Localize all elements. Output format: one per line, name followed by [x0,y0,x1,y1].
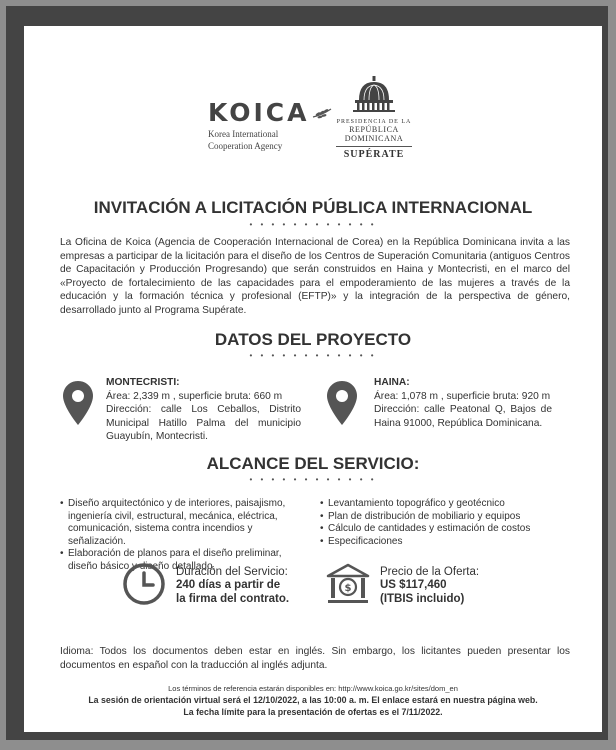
superate-text: SUPÉRATE [336,146,412,160]
haina-area: Área: 1,078 m , superficie bruta: 920 m [374,390,551,402]
list-item: • Diseño arquitectónico y de interiores, paisajismo, ingeniería civil, estructural, mecánica, eléctrica, comunicación, sistema contra incendios y señalización. [60,498,300,548]
map-pin-icon [62,380,94,426]
precio-value-1: US $117,460 [380,579,447,591]
montecristi-block [106,376,301,444]
haina-block [374,376,552,430]
dome-icon [351,76,397,112]
bank-icon [326,562,370,606]
duracion-value-1: 240 días a partir de [176,579,281,591]
duracion-label: Duración del Servicio: [176,566,288,578]
duracion-value-2: la firma del contrato. [176,592,290,605]
svg-text:$: $ [344,583,352,594]
footer-session: La sesión de orientación virtual será el 12/10/2022, a las 10:00 a. m. El enlace estará en nuestra página web. [88,695,538,705]
alcance-list-right [320,498,570,548]
datos-divider: • • • • • • • • • • • • [249,351,377,360]
alcance-heading: ALCANCE DEL SERVICIO: [206,454,420,473]
duracion-box [176,566,289,606]
precio-box [380,566,479,606]
map-pin-icon [326,380,358,426]
koica-subtitle-1: Korea International [208,129,279,139]
republica-text: REPÚBLICA DOMINICANA [344,125,404,143]
koica-subtitle-2: Cooperation Agency [208,141,283,151]
logo-header [24,76,602,160]
haina-address: Dirección: calle Peatonal Q, Bajos de Haina 91000, República Dominicana. [374,404,552,429]
datos-heading: DATOS DEL PROYECTO [214,330,412,349]
precio-label: Precio de la Oferta: [380,566,480,578]
title-divider: • • • • • • • • • • • • [249,220,377,229]
presidencia-text: PRESIDENCIA DE LA [336,119,412,125]
list-item: • Cálculo de cantidades y estimación de costos [320,523,570,536]
alcance-list-left [60,498,300,574]
document-page [24,26,602,732]
clock-icon [122,562,166,606]
koica-logo [208,98,332,151]
republica-dominicana-logo [324,76,424,160]
idioma-paragraph: Idioma: Todos los documentos deben estar en inglés. Sin embargo, los licitantes pueden presentar los documentos en español con la traducción al inglés adjunta. [60,646,570,671]
koica-wordmark: KOICA [208,98,310,127]
montecristi-name: MONTECRISTI: [106,377,180,388]
list-item: • Plan de distribución de mobiliario y equipos [320,511,570,524]
footer-deadline: La fecha límite para la presentación de ofertas es el 7/11/2022. [183,707,443,717]
alcance-divider: • • • • • • • • • • • • [249,475,377,484]
main-title: INVITACIÓN A LICITACIÓN PÚBLICA INTERNACIONAL [93,198,533,217]
montecristi-area: Área: 2,339 m , superficie bruta: 660 m [106,390,283,402]
intro-paragraph: La Oficina de Koica (Agencia de Cooperación Internacional de Corea) en la República Dominicana invita a las empresas a participar de la licitación para el diseño de los Centros de Superación Comunitaria (antiguos Centros de Capacitación y Producción Progresando) que serán construidos en Haina y Montecristi, en el marco del «Proyecto de fortalecimiento de las capacidades para el empoderamiento de las mujeres a través de la educación y la formación técnica y profesional (EFTP)» y la integración de la perspectiva de género, desarrollado junto al Programa Supérate. [60,237,570,316]
list-item: • Especificaciones [320,536,570,549]
haina-name: HAINA: [374,377,410,388]
montecristi-address: Dirección: calle Los Ceballos, Distrito Municipal Hatillo Palma del municipio Guayubín, Montecristi. [106,404,301,442]
list-item: • Levantamiento topográfico y geotécnico [320,498,570,511]
footer-terms: Los términos de referencia estarán disponibles en: http://www.koica.go.kr/sites/dom_en [168,684,458,693]
list-item: • Elaboración de planos para el diseño preliminar, diseño básico y diseño detallado. [60,548,300,573]
precio-value-2: (ITBIS incluido) [380,592,465,605]
outer-frame [6,6,608,740]
